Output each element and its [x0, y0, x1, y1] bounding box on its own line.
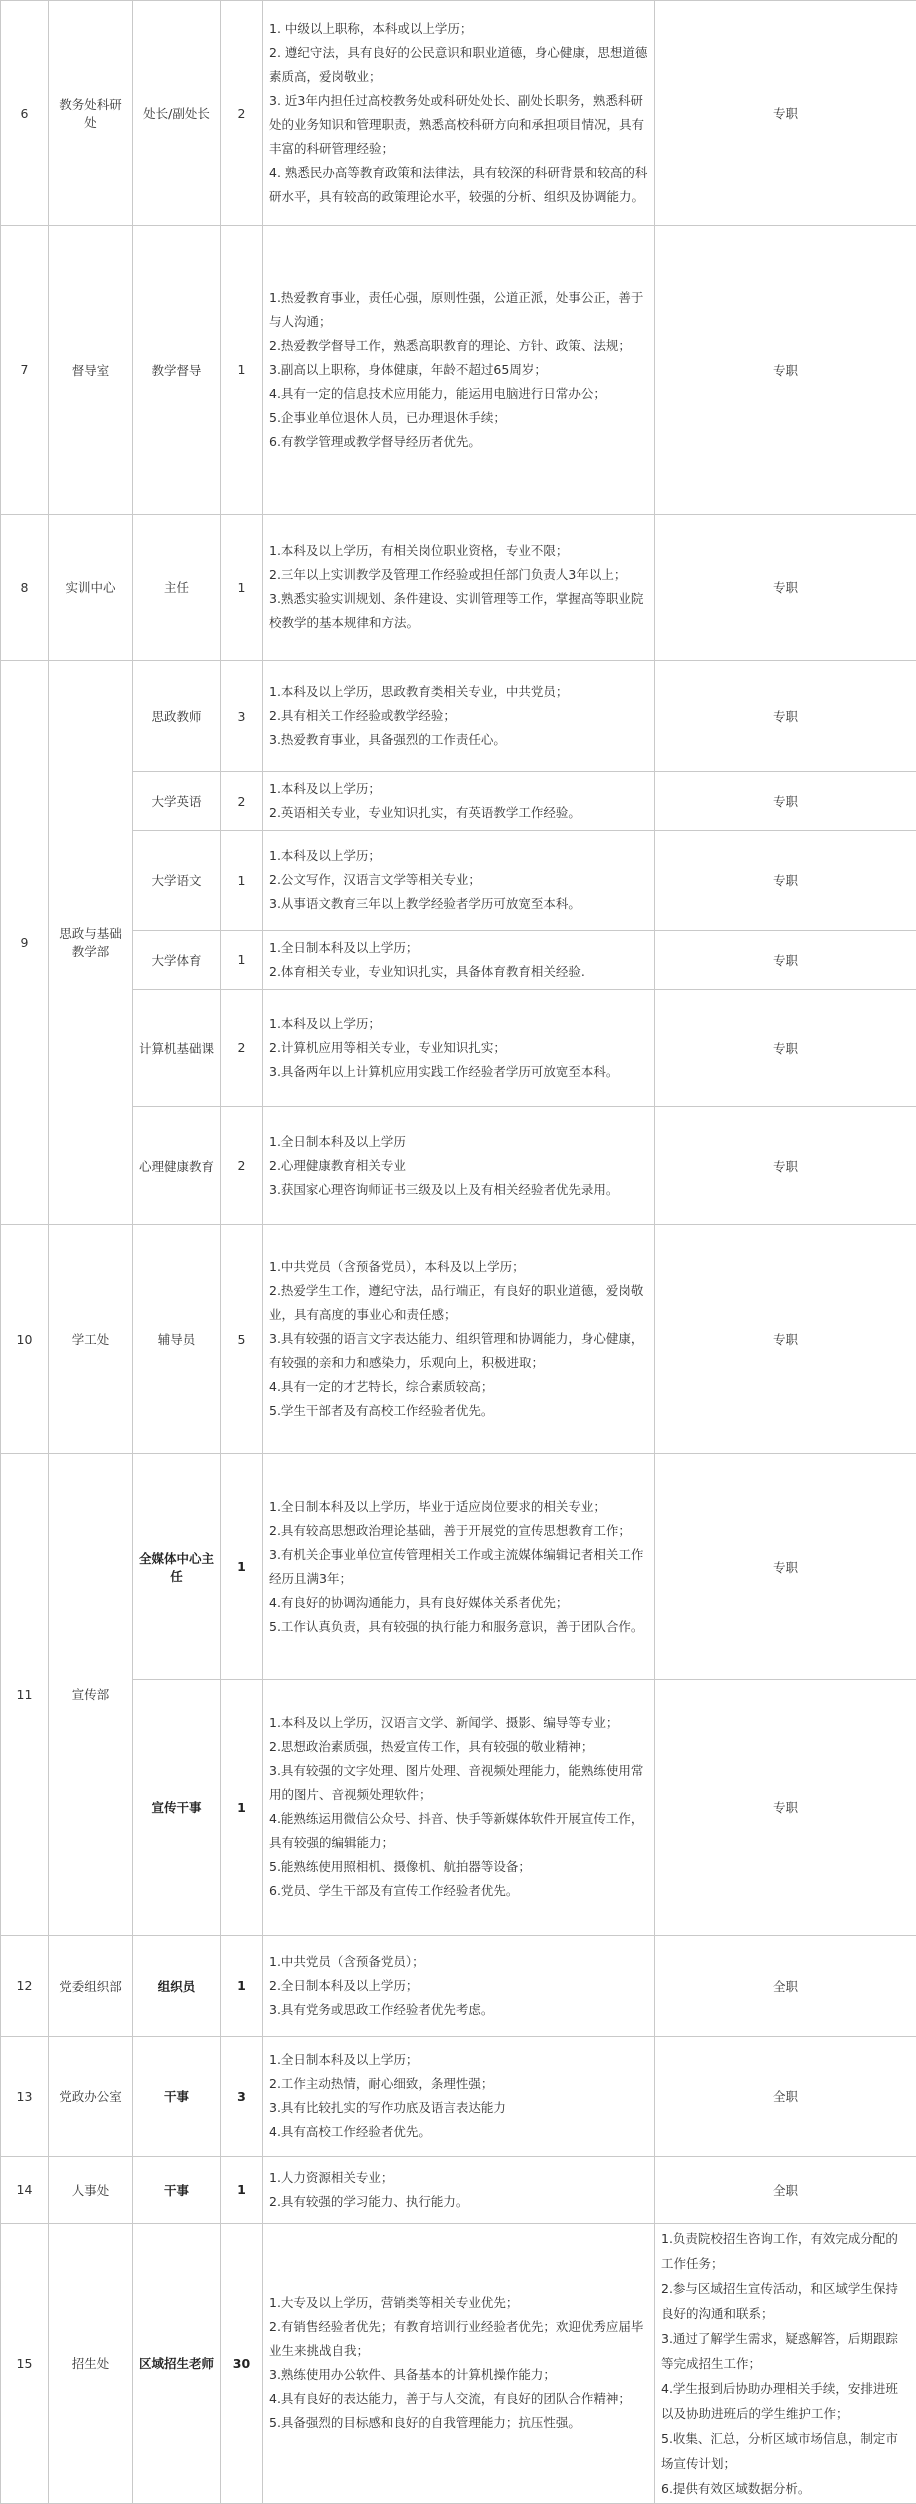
employment-type: 专职: [655, 1225, 916, 1454]
duty-item: 3.通过了解学生需求，疑惑解答，后期跟踪等完成招生工作；: [661, 2330, 898, 2371]
table-row: [1, 930, 916, 989]
employment-type: 专职: [655, 1107, 916, 1225]
requirements: [263, 989, 655, 1107]
requirement-item: 4.具有高校工作经验者优先。: [269, 2124, 431, 2140]
headcount: 2: [221, 1107, 263, 1225]
position: 大学英语: [133, 772, 221, 831]
table-row: [1, 660, 916, 772]
requirement-item: 4.有良好的协调沟通能力，具有良好媒体关系者优先；: [269, 1594, 569, 1610]
duty-item: 2.参与区域招生宣传活动，和区域学生保持良好的沟通和联系；: [661, 2280, 898, 2321]
department: 宣传部: [49, 1454, 133, 1935]
row-number: 12: [1, 1935, 49, 2037]
requirement-item: 2.心理健康教育相关专业: [269, 1157, 406, 1173]
requirements: [263, 514, 655, 660]
requirement-item: 4.具有良好的表达能力，善于与人交流，有良好的团队合作精神；: [269, 2391, 631, 2407]
department: 思政与基础教学部: [49, 660, 133, 1224]
headcount: 1: [221, 226, 263, 514]
position: 主任: [133, 514, 221, 660]
position: 干事: [133, 2037, 221, 2157]
requirement-item: 1.全日制本科及以上学历；: [269, 2052, 419, 2068]
duty-item: 5.收集、汇总，分析区域市场信息，制定市场宣传计划；: [661, 2430, 898, 2471]
department: 党政办公室: [49, 2037, 133, 2157]
department: 教务处科研处: [49, 1, 133, 226]
headcount: 2: [221, 772, 263, 831]
requirement-item: 3.有机关企事业单位宣传管理相关工作或主流媒体编辑记者相关工作经历且满3年；: [269, 1546, 644, 1586]
requirement-item: 3.热爱教育事业，具备强烈的工作责任心。: [269, 732, 506, 748]
position: 思政教师: [133, 660, 221, 772]
requirement-item: 1. 中级以上职称，本科或以上学历；: [269, 21, 473, 37]
position: 全媒体中心主任: [133, 1454, 221, 1679]
requirement-item: 2.全日制本科及以上学历；: [269, 1977, 419, 1993]
row-number: 15: [1, 2223, 49, 2503]
requirement-item: 5.能熟练使用照相机、摄像机、航拍器等设备；: [269, 1859, 531, 1875]
table-row: [1, 831, 916, 930]
table-row: [1, 1935, 916, 2037]
headcount: 30: [221, 2223, 263, 2503]
position: 宣传干事: [133, 1679, 221, 1935]
department: 党委组织部: [49, 1935, 133, 2037]
table-row: [1, 989, 916, 1107]
department: 实训中心: [49, 514, 133, 660]
requirements: [263, 1679, 655, 1935]
requirement-item: 1.全日制本科及以上学历: [269, 1133, 406, 1149]
requirement-item: 2.具有较高思想政治理论基础，善于开展党的宣传思想教育工作；: [269, 1522, 631, 1538]
requirement-item: 6.党员、学生干部及有宣传工作经验者优先。: [269, 1883, 519, 1899]
requirement-item: 2.工作主动热情，耐心细致，条理性强；: [269, 2076, 494, 2092]
requirement-item: 1.本科及以上学历；: [269, 781, 381, 797]
requirement-item: 5.具备强烈的目标感和良好的自我管理能力；抗压性强。: [269, 2415, 581, 2431]
employment-type: 专职: [655, 226, 916, 514]
employment-type: 专职: [655, 660, 916, 772]
employment-type: 专职: [655, 930, 916, 989]
requirement-item: 1.中共党员（含预备党员）；: [269, 1953, 425, 1969]
requirement-item: 4.具有一定的才艺特长，综合素质较高；: [269, 1379, 494, 1395]
row-number: 6: [1, 1, 49, 226]
row-number: 11: [1, 1454, 49, 1935]
position: 计算机基础课: [133, 989, 221, 1107]
requirement-item: 1.全日制本科及以上学历，毕业于适应岗位要求的相关专业；: [269, 1498, 606, 1514]
row-number: 13: [1, 2037, 49, 2157]
requirement-item: 3.获国家心理咨询师证书三级及以上及有相关经验者优先录用。: [269, 1181, 619, 1197]
recruitment-table-body: [1, 1, 916, 2504]
headcount: 1: [221, 1935, 263, 2037]
requirement-item: 2.热爱教学督导工作，熟悉高职教育的理论、方针、政策、法规；: [269, 337, 631, 353]
position: 心理健康教育: [133, 1107, 221, 1225]
position: 大学体育: [133, 930, 221, 989]
requirements: [263, 2037, 655, 2157]
table-row: [1, 2156, 916, 2223]
table-row: [1, 226, 916, 514]
requirements: [263, 226, 655, 514]
headcount: 2: [221, 1, 263, 226]
requirement-item: 2.三年以上实训教学及管理工作经验或担任部门负责人3年以上；: [269, 567, 627, 583]
position: 辅导员: [133, 1225, 221, 1454]
position: 大学语文: [133, 831, 221, 930]
requirement-item: 1.人力资源相关专业；: [269, 2169, 394, 2185]
table-row: [1, 772, 916, 831]
requirement-item: 1.本科及以上学历，思政教育类相关专业，中共党员；: [269, 684, 569, 700]
department: 人事处: [49, 2156, 133, 2223]
employment-type: 专职: [655, 1, 916, 226]
requirement-item: 3.从事语文教育三年以上教学经验者学历可放宽至本科。: [269, 896, 581, 912]
requirement-item: 4. 熟悉民办高等教育政策和法律法，具有较深的科研背景和较高的科研水平，具有较高的政策理论水平，较强的分析、组织及协调能力。: [269, 165, 648, 205]
employment-type: 全职: [655, 2037, 916, 2157]
requirements: [263, 2223, 655, 2503]
requirement-item: 3. 近3年内担任过高校教务处或科研处处长、副处长职务，熟悉科研处的业务知识和管理职责，熟悉高校科研方向和承担项目情况，具有丰富的科研管理经验；: [269, 93, 645, 157]
headcount: 3: [221, 660, 263, 772]
requirement-item: 2.思想政治素质强，热爱宣传工作，具有较强的敬业精神；: [269, 1739, 594, 1755]
table-row: [1, 514, 916, 660]
row-number: 9: [1, 660, 49, 1224]
duty-item: 1.负责院校招生咨询工作，有效完成分配的工作任务；: [661, 2230, 898, 2271]
headcount: 1: [221, 930, 263, 989]
requirement-item: 4.具有一定的信息技术应用能力，能运用电脑进行日常办公；: [269, 385, 606, 401]
department: 招生处: [49, 2223, 133, 2503]
requirement-item: 1.全日制本科及以上学历；: [269, 939, 419, 955]
requirement-item: 3.具有党务或思政工作经验者优先考虑。: [269, 2001, 494, 2017]
row-number: 7: [1, 226, 49, 514]
duty-item: 6.提供有效区域数据分析。: [661, 2480, 811, 2496]
table-row: [1, 1679, 916, 1935]
headcount: 1: [221, 514, 263, 660]
employment-type: 专职: [655, 1454, 916, 1679]
requirement-item: 5.工作认真负责，具有较强的执行能力和服务意识，善于团队合作。: [269, 1618, 644, 1634]
duty-item: 4.学生报到后协助办理相关手续，安排进班以及协助进班后的学生维护工作；: [661, 2380, 898, 2421]
table-row: [1, 1225, 916, 1454]
employment-type: 全职: [655, 1935, 916, 2037]
requirement-item: 2.计算机应用等相关专业，专业知识扎实；: [269, 1039, 506, 1055]
table-row: [1, 1107, 916, 1225]
requirements: [263, 930, 655, 989]
requirement-item: 5.学生干部者及有高校工作经验者优先。: [269, 1403, 494, 1419]
requirement-item: 4.能熟练运用微信公众号、抖音、快手等新媒体软件开展宣传工作，具有较强的编辑能力；: [269, 1811, 644, 1851]
requirement-item: 2.英语相关专业，专业知识扎实，有英语教学工作经验。: [269, 805, 581, 821]
requirement-item: 3.具有比较扎实的写作功底及语言表达能力: [269, 2100, 506, 2116]
requirement-item: 2.体育相关专业，专业知识扎实，具备体育教育相关经验.: [269, 963, 585, 979]
requirement-item: 2. 遵纪守法，具有良好的公民意识和职业道德，身心健康，思想道德素质高，爱岗敬业；: [269, 45, 648, 85]
requirement-item: 3.具有较强的语言文字表达能力、组织管理和协调能力，身心健康，有较强的亲和力和感染力，乐观向上，积极进取；: [269, 1331, 644, 1371]
requirement-item: 1.热爱教育事业，责任心强，原则性强，公道正派，处事公正，善于与人沟通；: [269, 289, 644, 329]
requirement-item: 2.有销售经验者优先；有教育培训行业经验者优先；欢迎优秀应届毕业生来挑战自我；: [269, 2319, 644, 2359]
headcount: 2: [221, 989, 263, 1107]
requirement-item: 1.本科及以上学历，有相关岗位职业资格，专业不限；: [269, 543, 569, 559]
requirement-item: 5.企事业单位退休人员，已办理退休手续；: [269, 409, 506, 425]
headcount: 1: [221, 1454, 263, 1679]
row-number: 14: [1, 2156, 49, 2223]
requirement-item: 1.大专及以上学历，营销类等相关专业优先；: [269, 2295, 519, 2311]
requirements: [263, 1, 655, 226]
requirements: [263, 1935, 655, 2037]
requirements: [263, 831, 655, 930]
requirement-item: 3.具备两年以上计算机应用实践工作经验者学历可放宽至本科。: [269, 1063, 619, 1079]
requirement-item: 1.中共党员（含预备党员），本科及以上学历；: [269, 1259, 525, 1275]
employment-type: 全职: [655, 2156, 916, 2223]
requirement-item: 6.有教学管理或教学督导经历者优先。: [269, 433, 481, 449]
headcount: 5: [221, 1225, 263, 1454]
position: 区域招生老师: [133, 2223, 221, 2503]
requirement-item: 1.本科及以上学历，汉语言文学、新闻学、摄影、编导等专业；: [269, 1715, 619, 1731]
headcount: 1: [221, 2156, 263, 2223]
requirement-item: 2.热爱学生工作，遵纪守法，品行端正，有良好的职业道德，爱岗敬业，具有高度的事业心和责任感；: [269, 1283, 644, 1323]
requirements: [263, 772, 655, 831]
position: 教学督导: [133, 226, 221, 514]
requirements: [263, 1454, 655, 1679]
position: 干事: [133, 2156, 221, 2223]
headcount: 1: [221, 831, 263, 930]
employment-type: 专职: [655, 989, 916, 1107]
headcount: 3: [221, 2037, 263, 2157]
requirement-item: 3.具有较强的文字处理、图片处理、音视频处理能力，能熟练使用常用的图片、音视频处理软件；: [269, 1763, 644, 1803]
position: 处长/副处长: [133, 1, 221, 226]
employment-type: 专职: [655, 1679, 916, 1935]
department: 学工处: [49, 1225, 133, 1454]
employment-type: 专职: [655, 772, 916, 831]
table-row: [1, 2037, 916, 2157]
requirements: [263, 2156, 655, 2223]
row-number: 10: [1, 1225, 49, 1454]
row-number: 8: [1, 514, 49, 660]
employment-type: 专职: [655, 831, 916, 930]
requirements: [263, 660, 655, 772]
requirement-item: 1.本科及以上学历；: [269, 848, 381, 864]
employment-type: 专职: [655, 514, 916, 660]
department: 督导室: [49, 226, 133, 514]
requirement-item: 1.本科及以上学历；: [269, 1015, 381, 1031]
requirements: [263, 1107, 655, 1225]
requirements: [263, 1225, 655, 1454]
requirement-item: 2.具有较强的学习能力、执行能力。: [269, 2193, 469, 2209]
requirement-item: 3.副高以上职称，身体健康，年龄不超过65周岁；: [269, 361, 547, 377]
requirement-item: 2.公文写作，汉语言文学等相关专业；: [269, 872, 481, 888]
table-row: [1, 1, 916, 226]
requirement-item: 3.熟练使用办公软件、具备基本的计算机操作能力；: [269, 2367, 556, 2383]
table-row: [1, 2223, 916, 2503]
job-duties: [655, 2223, 916, 2503]
headcount: 1: [221, 1679, 263, 1935]
position: 组织员: [133, 1935, 221, 2037]
table-row: [1, 1454, 916, 1679]
requirement-item: 2.具有相关工作经验或教学经验；: [269, 708, 456, 724]
requirement-item: 3.熟悉实验实训规划、条件建设、实训管理等工作，掌握高等职业院校教学的基本规律和方法。: [269, 591, 644, 631]
